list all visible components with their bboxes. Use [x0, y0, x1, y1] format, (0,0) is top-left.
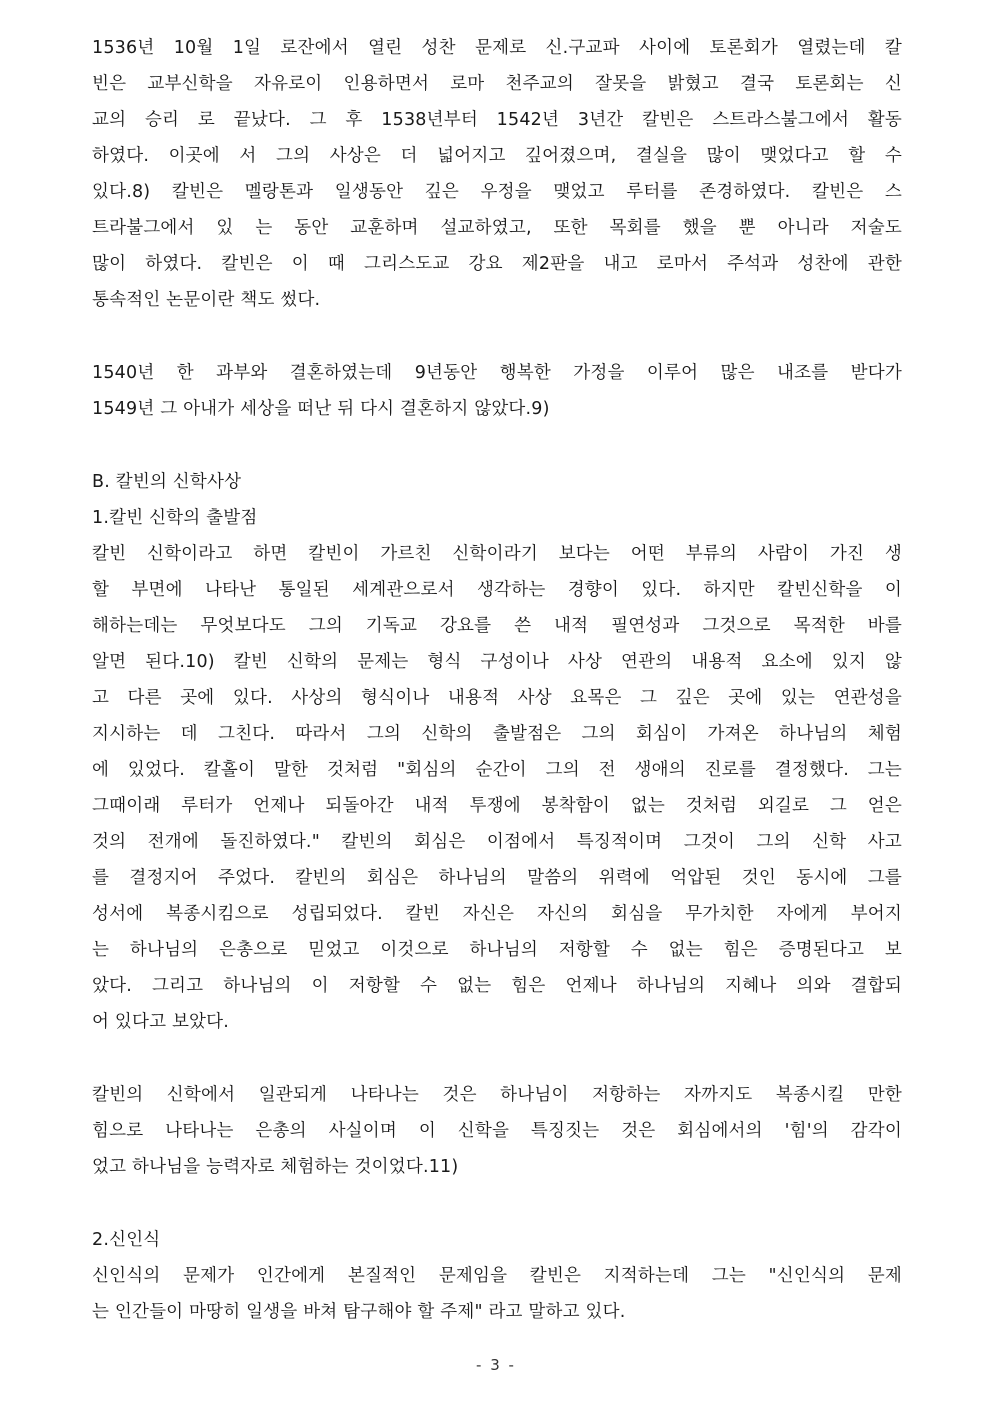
text-line: 할 부면에 나타난 통일된 세계관으로서 생각하는 경향이 있다. 하지만 칼빈신학을 이 [92, 580, 902, 600]
text-line: 칼빈 신학이라고 하면 칼빈이 가르친 신학이라기 보다는 어떤 부류의 사람이 가진 생 [92, 544, 902, 564]
section-heading: B. 칼빈의 신학사상 [92, 472, 242, 492]
section-theology [92, 464, 902, 1040]
paragraph-marriage [92, 355, 902, 427]
text-line: 교의 승리 로 끝났다. 그 후 1538년부터 1542년 3년간 칼빈은 스트라스불그에서 활동 [92, 110, 902, 130]
text-line: 었고 하나님을 능력자로 체험하는 것이었다.11) [92, 1157, 459, 1177]
document-body [92, 30, 902, 1330]
subsection-heading: 2.신인식 [92, 1230, 161, 1250]
text-line: 하였다. 이곳에 서 그의 사상은 더 넓어지고 깊어졌으며, 결실을 많이 맺었다고 할 수 [92, 146, 902, 166]
text-line: 에 있었다. 칼홀이 말한 것처럼 "회심의 순간이 그의 전 생애의 진로를 결정했다. 그는 [92, 760, 902, 780]
text-line: 지시하는 데 그친다. 따라서 그의 신학의 출발점은 그의 회심이 가져온 하나님의 체험 [92, 724, 902, 744]
section-knowledge-of-god [92, 1222, 902, 1330]
subsection-heading: 1.칼빈 신학의 출발점 [92, 508, 258, 528]
text-line: 칼빈의 신학에서 일관되게 나타나는 것은 하나님이 저항하는 자까지도 복종시킬 만한 [92, 1085, 902, 1105]
text-line: 를 결정지어 주었다. 칼빈의 회심은 하나님의 말씀의 위력에 억압된 것인 동시에 그를 [92, 868, 902, 888]
text-line: 해하는데는 무엇보다도 그의 기독교 강요를 쓴 내적 필연성과 그것으로 목적한 바를 [92, 616, 902, 636]
paragraph-gap [92, 1040, 902, 1077]
text-line: 있다.8) 칼빈은 멜랑톤과 일생동안 깊은 우정을 맺었고 루터를 존경하였다. 칼빈은 스 [92, 182, 902, 202]
text-line: 그때이래 루터가 언제나 되돌아간 내적 투쟁에 봉착함이 없는 것처럼 외길로 그 얻은 [92, 796, 902, 816]
text-line: 알면 된다.10) 칼빈 신학의 문제는 형식 구성이나 사상 연관의 내용적 요소에 있지 않 [92, 652, 902, 672]
page-number: - 3 - [476, 1356, 516, 1374]
text-line: 통속적인 논문이란 책도 썼다. [92, 290, 321, 310]
text-line: 어 있다고 보았다. [92, 1012, 230, 1032]
paragraph-strasbourg [92, 30, 902, 318]
text-line: 많이 하였다. 칼빈은 이 때 그리스도교 강요 제2판을 내고 로마서 주석과 성찬에 관한 [92, 254, 902, 274]
text-line: 1536년 10월 1일 로잔에서 열린 성찬 문제로 신.구교파 사이에 토론회가 열렸는데 칼 [92, 38, 902, 58]
text-line: 성서에 복종시킴으로 성립되었다. 칼빈 자신은 자신의 회심을 무가치한 자에게 부어지 [92, 904, 902, 924]
text-line: 1540년 한 과부와 결혼하였는데 9년동안 행복한 가정을 이루어 많은 내조를 받다가 [92, 363, 902, 383]
text-line: 는 인간들이 마땅히 일생을 바쳐 탐구해야 할 주제" 라고 말하고 있다. [92, 1302, 626, 1322]
paragraph-gap [92, 1185, 902, 1222]
text-line: 았다. 그리고 하나님의 이 저항할 수 없는 힘은 언제나 하나님의 지혜나 의와 결합되 [92, 976, 902, 996]
paragraph-gap [92, 427, 902, 464]
text-line: 는 하나님의 은총으로 믿었고 이것으로 하나님의 저항할 수 없는 힘은 증명된다고 보 [92, 940, 902, 960]
text-line: 신인식의 문제가 인간에게 본질적인 문제임을 칼빈은 지적하는데 그는 "신인식의 문제 [92, 1266, 902, 1286]
paragraph-grace [92, 1077, 902, 1185]
text-line: 힘으로 나타나는 은총의 사실이며 이 신학을 특징짓는 것은 회심에서의 '힘'의 감각이 [92, 1121, 902, 1141]
text-line: 1549년 그 아내가 세상을 떠난 뒤 다시 결혼하지 않았다.9) [92, 399, 550, 419]
text-line: 트라불그에서 있 는 동안 교훈하며 설교하였고, 또한 목회를 했을 뿐 아니라 저술도 [92, 218, 902, 238]
text-line: 것의 전개에 돌진하였다." 칼빈의 회심은 이점에서 특징적이며 그것이 그의 신학 사고 [92, 832, 902, 852]
text-line: 고 다른 곳에 있다. 사상의 형식이나 내용적 사상 요목은 그 깊은 곳에 있는 연관성을 [92, 688, 902, 708]
paragraph-gap [92, 318, 902, 355]
text-line: 빈은 교부신학을 자유로이 인용하면서 로마 천주교의 잘못을 밝혔고 결국 토론회는 신 [92, 74, 902, 94]
